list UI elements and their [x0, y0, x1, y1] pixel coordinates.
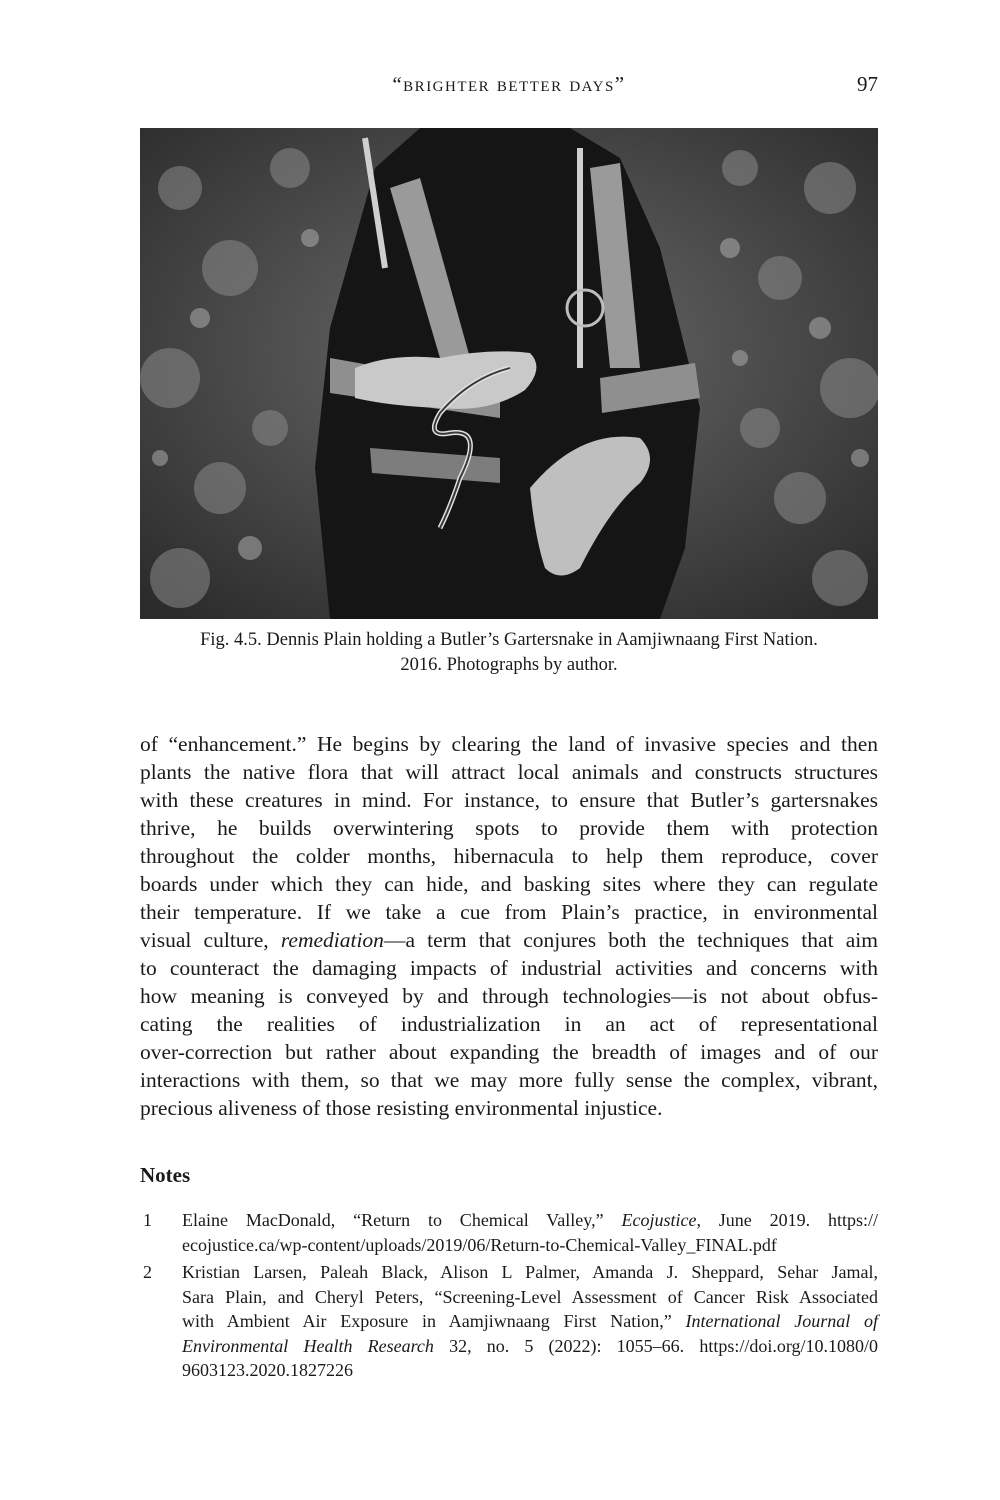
body-line: plants the native flora that will attract local animals and constructs structures: [140, 760, 878, 784]
body-line: over-correction but rather about expanding the breadth of images and of our: [140, 1040, 878, 1064]
body-line: throughout the colder months, hibernacula to help them reproduce, cover: [140, 844, 878, 868]
note-number: 1: [143, 1210, 152, 1230]
body-text-segment: visual culture,: [140, 928, 281, 952]
italic-term: remediation: [280, 928, 384, 952]
note-text-segment: 32, no. 5 (2022): 1055–66. https://doi.org/10.1080/0: [433, 1335, 879, 1356]
body-line: interactions with them, so that we may more fully sense the complex, vibrant,: [140, 1068, 878, 1092]
caption-line: 2016. Photographs by author.: [400, 655, 618, 675]
note-text-segment: Elaine MacDonald, “Return to Chemical Valley,”: [182, 1210, 622, 1230]
note-line: ecojustice.ca/wp-content/uploads/2019/06/Return-to-Chemical-Valley_FINAL.pdf: [182, 1234, 777, 1255]
caption-line: Fig. 4.5. Dennis Plain holding a Butler’s Gartersnake in Aamjiwnaang First Nation.: [200, 630, 818, 650]
note-line: [182, 1208, 878, 1233]
note-italic: Ecojustice: [621, 1210, 697, 1230]
running-head-title: “brighter better days”: [392, 72, 626, 96]
body-line: their temperature. If we take a cue from Plain’s practice, in environmental: [140, 900, 878, 924]
body-line: thrive, he builds overwintering spots to provide them with protection: [140, 816, 878, 840]
body-line: how meaning is conveyed by and through technologies—is not about obfus-: [140, 984, 878, 1008]
note-italic: Environmental Health Research: [182, 1335, 434, 1356]
notes-list: [140, 1208, 878, 1386]
note-item: [140, 1208, 878, 1257]
body-line: boards under which they can hide, and basking sites where they can regulate: [140, 872, 878, 896]
note-text-segment: , June 2019. https://: [696, 1210, 878, 1230]
body-line: of “enhancement.” He begins by clearing the land of invasive species and then: [140, 732, 878, 756]
notes-heading: Notes: [140, 1163, 191, 1187]
body-line: to counteract the damaging impacts of industrial activities and concerns with: [140, 956, 878, 980]
body-paragraph: [140, 730, 878, 1122]
note-line: 9603123.2020.1827226: [182, 1360, 353, 1380]
note-line: Kristian Larsen, Paleah Black, Alison L Palmer, Amanda J. Sheppard, Sehar Jamal,: [182, 1262, 878, 1282]
note-text-segment: with Ambient Air Exposure in Aamjiwnaang First Nation,”: [182, 1311, 686, 1331]
figure-caption: [140, 628, 878, 678]
body-line: precious aliveness of those resisting environmental injustice.: [140, 1096, 663, 1120]
note-line: [182, 1334, 878, 1359]
note-item: [140, 1260, 878, 1383]
photograph-illustration: [140, 128, 878, 619]
body-text-segment: —a term that conjures both the techniques that aim: [383, 928, 878, 952]
running-head: [140, 72, 878, 102]
note-line: Sara Plain, and Cheryl Peters, “Screening-Level Assessment of Cancer Risk Associated: [182, 1286, 878, 1307]
page-number: 97: [857, 72, 878, 96]
note-italic: International Journal of: [685, 1311, 878, 1331]
note-line: [182, 1309, 878, 1334]
note-number: 2: [143, 1262, 152, 1282]
body-line: [140, 926, 878, 954]
body-line: cating the realities of industrialization in an act of representational: [140, 1012, 878, 1036]
body-line: with these creatures in mind. For instance, to ensure that Butler’s gartersnakes: [140, 788, 878, 812]
figure-photograph: [140, 128, 878, 619]
